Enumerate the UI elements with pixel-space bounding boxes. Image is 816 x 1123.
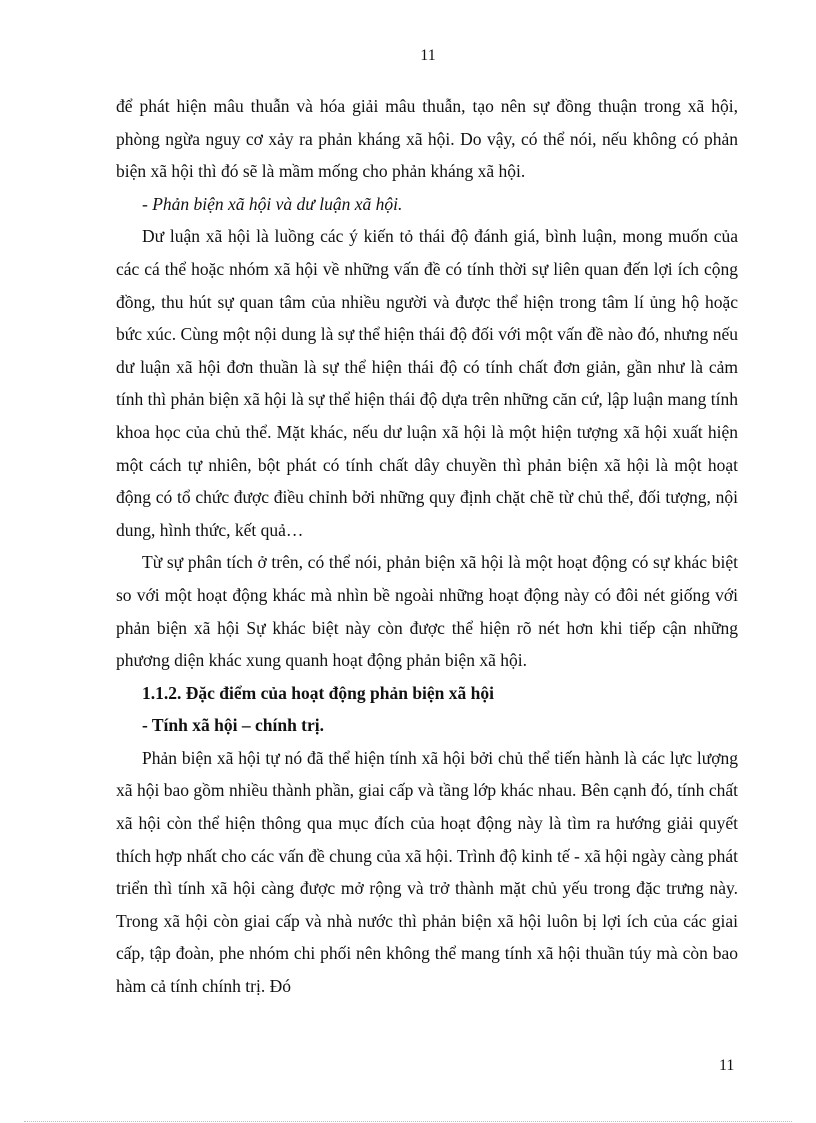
section-heading: 1.1.2. Đặc điểm của hoạt động phản biện xã hội <box>142 682 495 703</box>
subheading-socio-political: - Tính xã hội – chính trị. <box>142 715 325 736</box>
page-break-divider <box>24 1121 792 1122</box>
paragraph-analysis: Từ sự phân tích ở trên, có thể nói, phản biện xã hội là một hoạt động có sự khác biệt so với một hoạt động khác mà nhìn bề ngoài những hoạt động này có đôi nét giống với phản biện xã hội Sự khác biệt này còn được thể hiện rõ nét hơn khi tiếp cận những phương diện khác xung quanh hoạt động phản biện xã hội. <box>116 552 738 671</box>
page-number-bottom: 11 <box>719 1057 735 1074</box>
paragraph-socio-political: Phản biện xã hội tự nó đã thể hiện tính xã hội bởi chủ thể tiến hành là các lực lượng xã hội bao gồm nhiều thành phần, giai cấp và tầng lớp khác nhau. Bên cạnh đó, tính chất xã hội còn thể hiện thông qua mục đích của hoạt động này là tìm ra hướng giải quyết thích hợp nhất cho các vấn đề chung của xã hội. Trình độ kinh tế - xã hội ngày càng phát triển thì tính xã hội càng được mở rộng và trở thành mặt chủ yếu trong đặc trưng này. Trong xã hội còn giai cấp và nhà nước thì phản biện xã hội luôn bị lợi ích của các giai cấp, tập đoàn, phe nhóm chi phối nên không thể mang tính xã hội thuần túy mà còn bao hàm cả tính chính trị. Đó <box>116 747 738 997</box>
subheading-public-opinion: - Phản biện xã hội và dư luận xã hội. <box>142 193 403 214</box>
document-body <box>116 90 738 1003</box>
paragraph-public-opinion: Dư luận xã hội là luồng các ý kiến tỏ thái độ đánh giá, bình luận, mong muốn của các cá thể hoặc nhóm xã hội về những vấn đề có tính thời sự liên quan đến lợi ích cộng đồng, thu hút sự quan tâm của nhiều người và được thể hiện trong tâm lí ủng hộ hoặc bức xúc. Cùng một nội dung là sự thể hiện thái độ đối với một vấn đề nào đó, nhưng nếu dư luận xã hội đơn thuần là sự thể hiện thái độ có tính chất đơn giản, gần như là cảm tính thì phản biện xã hội là sự thể hiện thái độ dựa trên những căn cứ, lập luận mang tính khoa học của chủ thể. Mặt khác, nếu dư luận xã hội là một hiện tượng xã hội xuất hiện một cách tự nhiên, bột phát có tính chất dây chuyền thì phản biện xã hội là một hoạt động có tổ chức được điều chỉnh bởi những quy định chặt chẽ từ chủ thể, đối tượng, nội dung, hình thức, kết quả… <box>116 226 738 540</box>
paragraph-continuation: để phát hiện mâu thuẫn và hóa giải mâu thuẫn, tạo nên sự đồng thuận trong xã hội, phòng ngừa nguy cơ xảy ra phản kháng xã hội. Do vậy, có thể nói, nếu không có phản biện xã hội thì đó sẽ là mầm mống cho phản kháng xã hội. <box>116 96 738 182</box>
page-number-top: 11 <box>420 47 436 64</box>
